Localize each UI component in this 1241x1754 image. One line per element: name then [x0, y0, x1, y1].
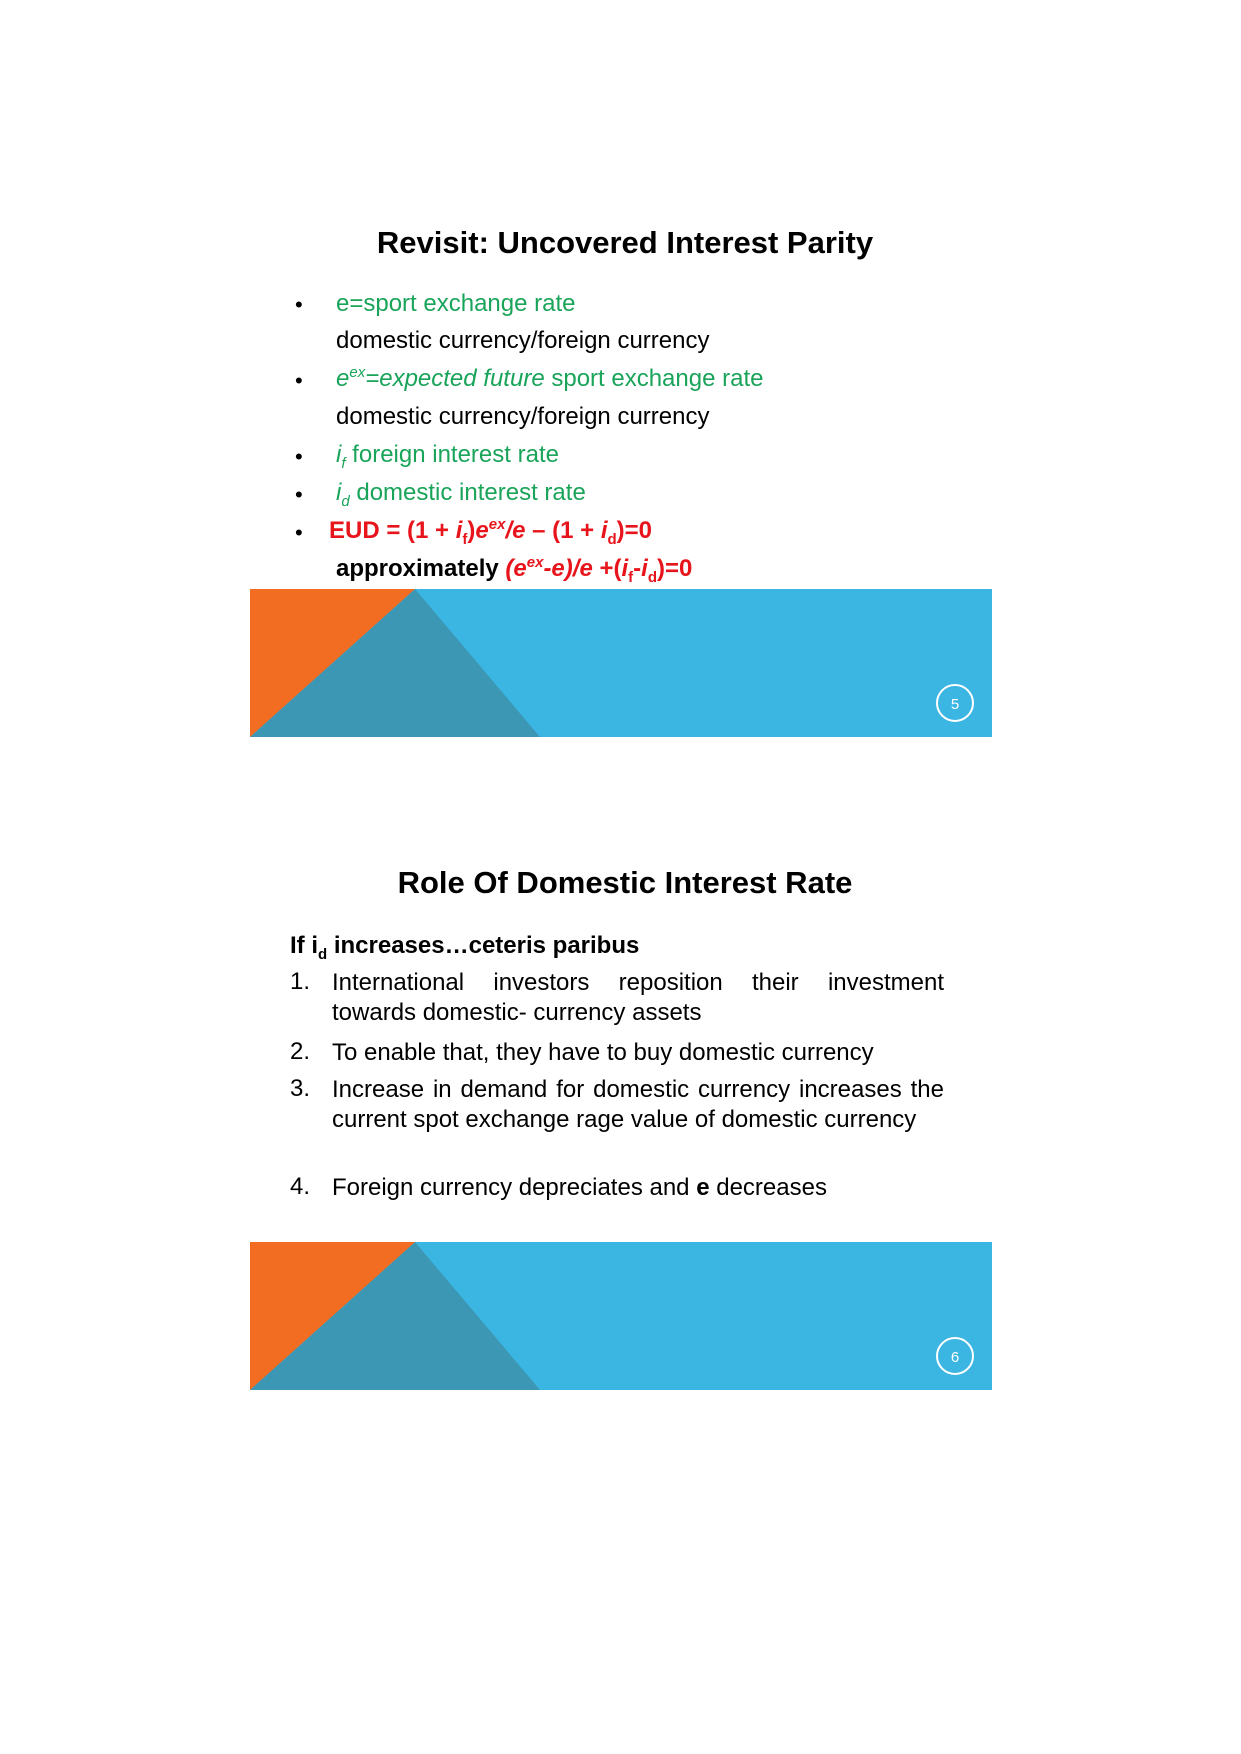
bullet-text: domestic interest rate [349, 479, 586, 506]
banner-graphic [250, 589, 992, 737]
eq-text: +( [592, 555, 622, 582]
item-text: To enable that, they have to buy domestic currency [332, 1039, 874, 1066]
bullet-text: foreign interest rate [345, 441, 559, 468]
item-number: 1. [290, 968, 311, 995]
page-number-badge: 6 [936, 1337, 974, 1375]
eq-text: - [633, 555, 642, 582]
bullet-subline [336, 327, 709, 355]
symbol-i: i [641, 555, 648, 582]
bullet-dot: • [295, 482, 303, 507]
item-text [332, 1173, 944, 1203]
eq-text: )=0 [657, 555, 693, 582]
slide-footer-banner [250, 1242, 992, 1390]
bullet-dot: • [295, 520, 303, 545]
subscript-f: f [628, 568, 634, 586]
eq-text: (e [505, 555, 527, 582]
superscript-ex: ex [349, 364, 366, 381]
symbol-e: e [696, 1174, 710, 1201]
superscript-ex: ex [526, 554, 544, 571]
symbol-i: i [336, 441, 342, 468]
item-number: 2. [290, 1038, 311, 1065]
lead-line [290, 932, 640, 963]
bullet-expected-rate [336, 365, 763, 393]
bullet-text: e=sport exchange rate [336, 290, 576, 317]
bullet-spot-rate [336, 290, 576, 318]
subscript-d: d [318, 945, 328, 963]
symbol-i: i [336, 479, 342, 506]
bullet-dot: • [295, 292, 303, 317]
superscript-ex: ex [488, 516, 506, 533]
slide-title: Role Of Domestic Interest Rate [397, 865, 853, 900]
item-text-part: decreases [709, 1174, 827, 1201]
eq-text: – (1 + [525, 517, 601, 544]
item-text-part: Foreign currency depreciates and [332, 1174, 697, 1201]
symbol-e: e [475, 517, 489, 544]
eq-text: )=0 [616, 517, 653, 544]
lead-text: increases…ceteris paribus [327, 932, 640, 959]
symbol-i: i [621, 555, 629, 582]
eq-text: /e [505, 517, 526, 544]
slide-footer-banner [250, 589, 992, 737]
symbol-e: e [336, 365, 350, 392]
item-number: 3. [290, 1075, 311, 1102]
subscript-d: d [607, 530, 617, 548]
eq-text: EUD = (1 + [329, 517, 456, 544]
bullet-foreign-rate [336, 441, 559, 472]
bullet-dot: • [295, 444, 303, 469]
bullet-dot: • [295, 368, 303, 393]
item-number: 4. [290, 1173, 311, 1200]
lead-text: If i [290, 932, 318, 959]
bullet-domestic-rate [336, 479, 586, 510]
approx-equation [336, 554, 693, 586]
page-number-badge: 5 [936, 684, 974, 722]
banner-graphic [250, 1242, 992, 1390]
subscript-f: f [462, 530, 468, 548]
slide-title: Revisit: Uncovered Interest Parity [376, 225, 874, 260]
subscript-f: f [341, 454, 346, 472]
symbol-i: i [600, 517, 608, 544]
bullet-subline [336, 403, 709, 431]
bullet-subtext: domestic currency/foreign currency [336, 327, 710, 354]
approx-label: approximately [336, 555, 506, 582]
italic-text: =expected future [365, 365, 545, 392]
bullet-text: sport exchange rate [544, 365, 764, 392]
eq-text: ) [467, 517, 476, 544]
bullet-subtext: domestic currency/foreign currency [336, 403, 710, 430]
item-text: Increase in demand for domestic currency increases the current spot exchange rage value of domestic currency [332, 1076, 944, 1133]
eud-equation [329, 516, 653, 548]
item-text: International investors reposition their investment towards domestic- currency assets [332, 969, 944, 1026]
subscript-d: d [647, 568, 657, 586]
subscript-d: d [341, 492, 350, 510]
symbol-i: i [455, 517, 463, 544]
eq-text: -e)/e [543, 555, 593, 582]
